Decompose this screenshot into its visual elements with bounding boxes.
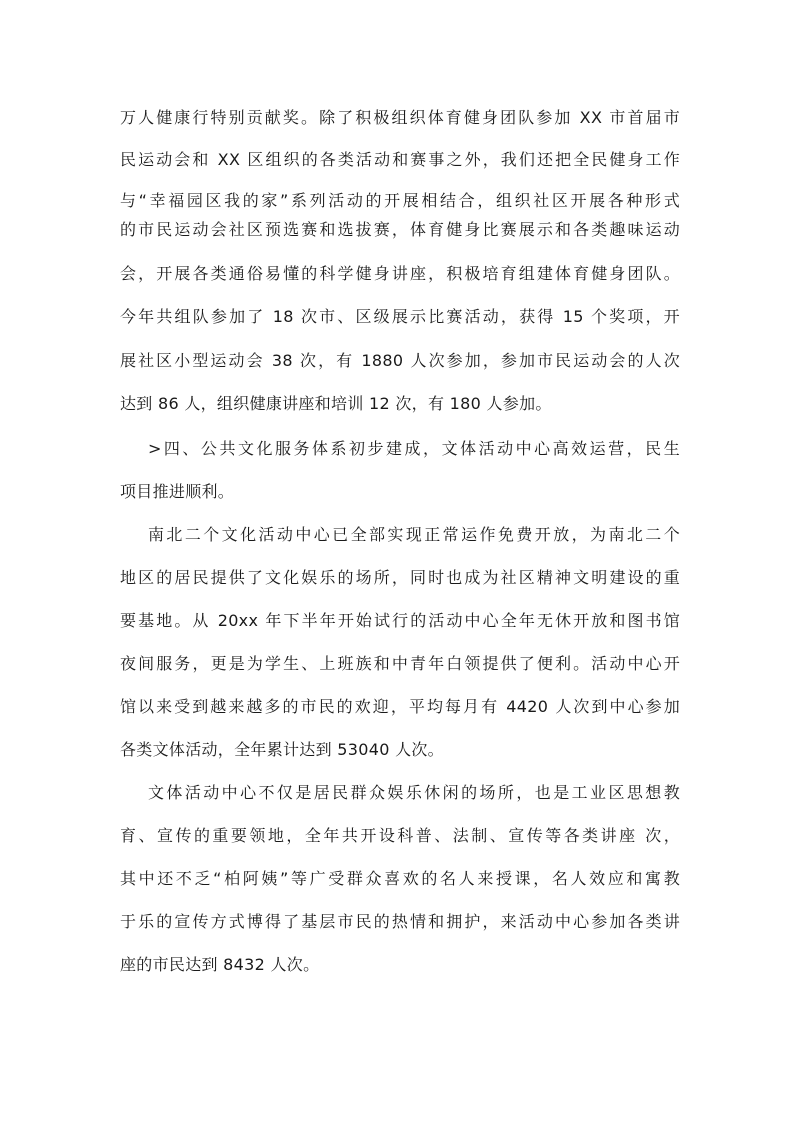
text-line: 展社区小型运动会 38 次，有 1880 人次参加，参加市民运动会的人次 (120, 351, 680, 370)
section-heading-line: 项目推进顺利。 (120, 482, 235, 501)
text-line: 夜间服务，更是为学生、上班族和中青年白领提供了便利。活动中心开 (120, 654, 680, 673)
text-line: 与“幸福园区我的家”系列活动的开展相结合，组织社区开展各种形式 (120, 191, 680, 210)
text-line: 要基地。从 20xx 年下半年开始试行的活动中心全年无休开放和图书馆 (120, 611, 680, 630)
text-line: 的市民运动会社区预选赛和选拔赛，体育健身比赛展示和各类趣味运动 (120, 220, 680, 239)
text-line: 民运动会和 XX 区组织的各类活动和赛事之外，我们还把全民健身工作 (120, 150, 680, 169)
text-line: 其中还不乏“柏阿姨”等广受群众喜欢的名人来授课，名人效应和寓教 (120, 869, 680, 888)
text-line: 会，开展各类通俗易懂的科学健身讲座，积极培育组建体育健身团队。 (120, 264, 680, 283)
text-line: 文体活动中心不仅是居民群众娱乐休闲的场所，也是工业区思想教 (148, 783, 680, 802)
text-line: 万人健康行特别贡献奖。除了积极组织体育健身团队参加 XX 市首届市 (120, 108, 680, 127)
text-line: 各类文体活动，全年累计达到 53040 人次。 (120, 740, 444, 759)
text-line: 地区的居民提供了文化娱乐的场所，同时也成为社区精神文明建设的重 (120, 568, 680, 587)
text-line: 南北二个文化活动中心已全部实现正常运作免费开放，为南北二个 (148, 525, 680, 544)
section-heading-line: >四、公共文化服务体系初步建成，文体活动中心高效运营，民生 (148, 439, 680, 458)
text-line: 达到 86 人，组织健康讲座和培训 12 次，有 180 人参加。 (120, 394, 552, 413)
text-line: 今年共组队参加了 18 次市、区级展示比赛活动，获得 15 个奖项，开 (120, 307, 680, 326)
text-line: 于乐的宣传方式博得了基层市民的热情和拥护，来活动中心参加各类讲 (120, 912, 680, 931)
text-line: 座的市民达到 8432 人次。 (120, 955, 320, 974)
text-line: 育、宣传的重要领地，全年共开设科普、法制、宣传等各类讲座 次， (120, 826, 680, 845)
text-line: 馆以来受到越来越多的市民的欢迎，平均每月有 4420 人次到中心参加 (120, 697, 680, 716)
